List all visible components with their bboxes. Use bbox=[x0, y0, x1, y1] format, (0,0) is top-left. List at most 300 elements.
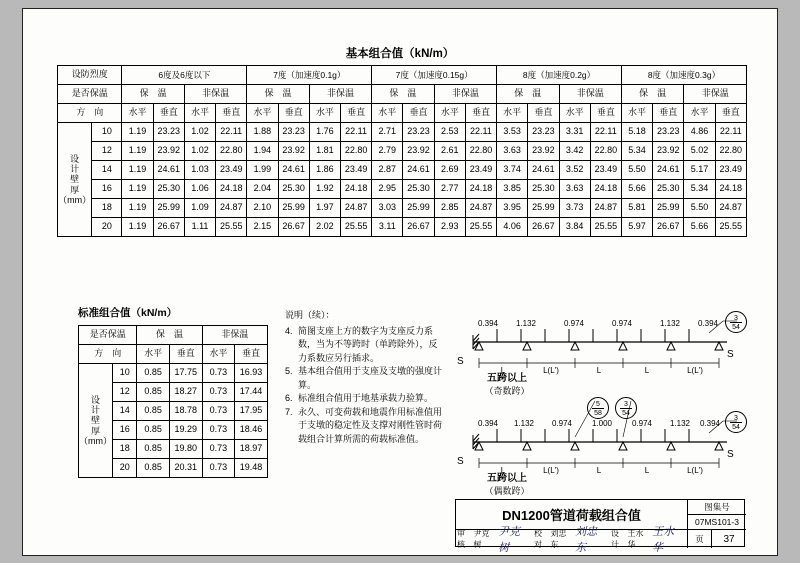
data-cell: 2.93 bbox=[434, 218, 465, 237]
coef-top-4: 1.132 bbox=[659, 319, 681, 328]
span-label-top-1: L(L') bbox=[543, 366, 559, 375]
std-thickness-value: 16 bbox=[113, 421, 137, 440]
std-data-cell: 20.31 bbox=[169, 459, 202, 478]
caption-odd-spans bbox=[469, 373, 545, 398]
data-cell: 4.06 bbox=[497, 218, 528, 237]
data-cell: 1.03 bbox=[184, 161, 215, 180]
data-cell: 26.67 bbox=[278, 218, 309, 237]
data-cell: 2.04 bbox=[247, 180, 278, 199]
data-cell: 24.18 bbox=[465, 180, 496, 199]
data-cell: 22.80 bbox=[216, 142, 247, 161]
header-direction-8-0: 水平 bbox=[621, 104, 652, 123]
header-direction-7-1: 垂直 bbox=[590, 104, 621, 123]
data-cell: 5.34 bbox=[621, 142, 652, 161]
data-cell: 2.79 bbox=[372, 142, 403, 161]
thickness-value: 12 bbox=[92, 142, 122, 161]
data-cell: 3.84 bbox=[559, 218, 590, 237]
data-cell: 24.87 bbox=[340, 199, 371, 218]
data-cell: 2.71 bbox=[372, 123, 403, 142]
std-data-cell: 16.93 bbox=[235, 364, 268, 383]
fraction-bottom-right-denominator: 54 bbox=[732, 424, 740, 431]
data-cell: 26.67 bbox=[528, 218, 559, 237]
thickness-value: 16 bbox=[92, 180, 122, 199]
std-data-cell: 0.85 bbox=[137, 421, 169, 440]
data-cell: 24.87 bbox=[590, 199, 621, 218]
fraction-top-right bbox=[725, 311, 747, 333]
span-label-bottom-3: L bbox=[644, 466, 650, 475]
note-text: 简图支座上方的数字为支座反力系数，当为不等跨时（单跨除外），反力系数应另行插求。 bbox=[298, 325, 438, 363]
data-cell: 5.02 bbox=[684, 142, 715, 161]
header-direction-1-1: 垂直 bbox=[216, 104, 247, 123]
header-intensity-4: 8度（加速度0.3g） bbox=[621, 66, 746, 85]
data-cell: 23.49 bbox=[715, 161, 746, 180]
std-data-cell: 18.27 bbox=[169, 383, 202, 402]
page-value: 37 bbox=[723, 533, 735, 545]
header-direction-5-1: 垂直 bbox=[465, 104, 496, 123]
header-intensity-label: 设防烈度 bbox=[58, 66, 122, 85]
data-cell: 25.55 bbox=[465, 218, 496, 237]
data-cell: 24.87 bbox=[715, 199, 746, 218]
data-cell: 3.73 bbox=[559, 199, 590, 218]
data-cell: 22.11 bbox=[465, 123, 496, 142]
data-cell: 2.15 bbox=[247, 218, 278, 237]
std-thickness-value: 14 bbox=[113, 402, 137, 421]
header-insulation-2-0: 保 温 bbox=[372, 85, 434, 104]
std-data-cell: 0.73 bbox=[202, 459, 234, 478]
data-cell: 23.23 bbox=[153, 123, 184, 142]
thickness-value: 10 bbox=[92, 123, 122, 142]
note-item bbox=[285, 325, 445, 366]
header-direction-6-1: 垂直 bbox=[528, 104, 559, 123]
caption-even-spans bbox=[469, 473, 545, 498]
data-cell: 22.80 bbox=[465, 142, 496, 161]
data-cell: 3.42 bbox=[559, 142, 590, 161]
data-cell: 26.67 bbox=[403, 218, 434, 237]
header-direction-5-0: 水平 bbox=[434, 104, 465, 123]
label-S-right-top: S bbox=[727, 349, 734, 360]
header-direction-0-0: 水平 bbox=[122, 104, 153, 123]
data-cell: 24.61 bbox=[653, 161, 684, 180]
signature-role: 设计 bbox=[611, 529, 619, 549]
header-direction-3-1: 垂直 bbox=[340, 104, 371, 123]
fraction-bottom-mid2-numerator: 3 bbox=[620, 398, 632, 409]
beam-diagrams bbox=[455, 309, 745, 504]
fraction-top-right-numerator: 3 bbox=[730, 312, 742, 323]
data-cell: 25.99 bbox=[278, 199, 309, 218]
std-data-cell: 0.85 bbox=[137, 440, 169, 459]
note-number: 4. bbox=[285, 325, 293, 336]
span-label-bottom-0: L bbox=[500, 466, 506, 475]
header-direction-0-1: 垂直 bbox=[153, 104, 184, 123]
standard-table-title: 标准组合值（kN/m） bbox=[78, 307, 178, 319]
data-cell: 24.18 bbox=[340, 180, 371, 199]
data-cell: 1.81 bbox=[309, 142, 340, 161]
data-cell: 22.11 bbox=[715, 123, 746, 142]
header-direction-6-0: 水平 bbox=[497, 104, 528, 123]
thickness-value: 18 bbox=[92, 199, 122, 218]
data-cell: 2.85 bbox=[434, 199, 465, 218]
std-thickness-value: 12 bbox=[113, 383, 137, 402]
notes-block bbox=[285, 309, 445, 446]
std-data-cell: 17.75 bbox=[169, 364, 202, 383]
data-cell: 1.97 bbox=[309, 199, 340, 218]
data-cell: 5.50 bbox=[684, 199, 715, 218]
data-cell: 5.18 bbox=[621, 123, 652, 142]
header-intensity-3: 8度（加速度0.2g） bbox=[497, 66, 622, 85]
signature-role: 校对 bbox=[534, 529, 542, 549]
data-cell: 2.77 bbox=[434, 180, 465, 199]
span-label-bottom-1: L(L') bbox=[543, 466, 559, 475]
data-cell: 3.63 bbox=[559, 180, 590, 199]
label-S-right-bottom: S bbox=[727, 449, 734, 460]
data-cell: 5.81 bbox=[621, 199, 652, 218]
data-cell: 26.67 bbox=[153, 218, 184, 237]
data-cell: 3.53 bbox=[497, 123, 528, 142]
fraction-bottom-mid1-denominator: 58 bbox=[594, 410, 602, 417]
data-cell: 23.23 bbox=[278, 123, 309, 142]
data-cell: 22.11 bbox=[216, 123, 247, 142]
span-label-top-2: L bbox=[596, 366, 602, 375]
data-cell: 2.02 bbox=[309, 218, 340, 237]
data-cell: 1.19 bbox=[122, 180, 153, 199]
data-cell: 23.23 bbox=[403, 123, 434, 142]
atlas-code-label: 图集号 bbox=[688, 500, 746, 515]
std-header-direction-label: 方 向 bbox=[79, 345, 137, 364]
table-row bbox=[58, 104, 747, 123]
std-header-insulation-1: 非保温 bbox=[202, 326, 267, 345]
fraction-bottom-mid1 bbox=[587, 397, 609, 419]
std-data-cell: 0.85 bbox=[137, 402, 169, 421]
data-cell: 23.23 bbox=[528, 123, 559, 142]
signature-name: 刘忠东 bbox=[550, 529, 567, 549]
thickness-value: 14 bbox=[92, 161, 122, 180]
std-header-insulation-0: 保 温 bbox=[137, 326, 202, 345]
signature-cell bbox=[456, 526, 533, 554]
header-direction-9-0: 水平 bbox=[684, 104, 715, 123]
data-cell: 23.92 bbox=[528, 142, 559, 161]
data-cell: 5.66 bbox=[621, 180, 652, 199]
std-data-cell: 0.73 bbox=[202, 383, 234, 402]
data-cell: 3.31 bbox=[559, 123, 590, 142]
header-direction-1-0: 水平 bbox=[184, 104, 215, 123]
signature-row bbox=[456, 526, 688, 554]
data-cell: 2.10 bbox=[247, 199, 278, 218]
data-cell: 22.80 bbox=[340, 142, 371, 161]
span-label-top-4: L(L') bbox=[687, 366, 703, 375]
data-cell: 1.19 bbox=[122, 218, 153, 237]
drawing-title: DN1200管道荷载组合值 bbox=[456, 500, 688, 530]
data-cell: 1.09 bbox=[184, 199, 215, 218]
standard-combination-table bbox=[78, 325, 268, 478]
table-row bbox=[58, 85, 747, 104]
coef-bottom-0: 0.394 bbox=[477, 419, 499, 428]
header-insulation-0-1: 非保温 bbox=[184, 85, 246, 104]
data-cell: 22.11 bbox=[590, 123, 621, 142]
header-direction-4-0: 水平 bbox=[372, 104, 403, 123]
label-S-left-top: S bbox=[457, 356, 464, 367]
data-cell: 3.95 bbox=[497, 199, 528, 218]
span-label-bottom-2: L bbox=[596, 466, 602, 475]
data-cell: 3.11 bbox=[372, 218, 403, 237]
data-cell: 25.55 bbox=[590, 218, 621, 237]
data-cell: 22.11 bbox=[340, 123, 371, 142]
std-data-cell: 0.85 bbox=[137, 383, 169, 402]
coef-top-1: 1.132 bbox=[515, 319, 537, 328]
document-page bbox=[22, 8, 778, 556]
header-direction-7-0: 水平 bbox=[559, 104, 590, 123]
caption-odd-line1: 五跨以上 bbox=[487, 373, 527, 384]
data-cell: 2.69 bbox=[434, 161, 465, 180]
std-thickness-value: 10 bbox=[113, 364, 137, 383]
coef-top-0: 0.394 bbox=[477, 319, 499, 328]
signature-mark: 王水华 bbox=[652, 526, 675, 554]
header-insulation-0-0: 保 温 bbox=[122, 85, 184, 104]
data-cell: 25.99 bbox=[653, 199, 684, 218]
std-data-cell: 18.78 bbox=[169, 402, 202, 421]
data-cell: 2.95 bbox=[372, 180, 403, 199]
signature-name: 王水华 bbox=[627, 529, 644, 549]
data-cell: 3.03 bbox=[372, 199, 403, 218]
std-header-direction-0-0: 水平 bbox=[137, 345, 169, 364]
header-insulation-1-1: 非保温 bbox=[309, 85, 371, 104]
data-cell: 26.67 bbox=[653, 218, 684, 237]
table-row bbox=[79, 345, 268, 364]
coef-top-5: 0.394 bbox=[697, 319, 719, 328]
fraction-bottom-mid2-denominator: 54 bbox=[622, 410, 630, 417]
coef-bottom-4: 0.974 bbox=[631, 419, 653, 428]
span-label-top-0: L bbox=[500, 366, 506, 375]
thickness-value: 20 bbox=[92, 218, 122, 237]
label-S-left-bottom: S bbox=[457, 456, 464, 467]
main-table-title: 基本组合值（kN/m） bbox=[345, 48, 455, 60]
table-row bbox=[58, 218, 747, 237]
coef-bottom-5: 1.132 bbox=[669, 419, 691, 428]
header-direction-2-1: 垂直 bbox=[278, 104, 309, 123]
std-data-cell: 0.73 bbox=[202, 402, 234, 421]
data-cell: 25.99 bbox=[153, 199, 184, 218]
data-cell: 22.80 bbox=[715, 142, 746, 161]
data-cell: 24.61 bbox=[153, 161, 184, 180]
data-cell: 1.94 bbox=[247, 142, 278, 161]
data-cell: 25.99 bbox=[403, 199, 434, 218]
table-row bbox=[58, 180, 747, 199]
std-data-cell: 18.97 bbox=[235, 440, 268, 459]
span-label-top-3: L bbox=[644, 366, 650, 375]
basic-combination-table bbox=[57, 65, 747, 237]
data-cell: 2.53 bbox=[434, 123, 465, 142]
data-cell: 1.19 bbox=[122, 199, 153, 218]
data-cell: 1.02 bbox=[184, 142, 215, 161]
fraction-bottom-mid2 bbox=[615, 397, 637, 419]
coef-top-2: 0.974 bbox=[563, 319, 585, 328]
data-cell: 25.30 bbox=[403, 180, 434, 199]
data-cell: 25.99 bbox=[528, 199, 559, 218]
note-item bbox=[285, 365, 445, 392]
note-item bbox=[285, 406, 445, 447]
data-cell: 22.80 bbox=[590, 142, 621, 161]
std-data-cell: 19.48 bbox=[235, 459, 268, 478]
coef-bottom-1: 1.132 bbox=[513, 419, 535, 428]
data-cell: 24.61 bbox=[278, 161, 309, 180]
fraction-bottom-right-numerator: 3 bbox=[730, 412, 742, 423]
data-cell: 23.49 bbox=[465, 161, 496, 180]
fraction-bottom-right bbox=[725, 411, 747, 433]
header-direction-4-1: 垂直 bbox=[403, 104, 434, 123]
data-cell: 3.74 bbox=[497, 161, 528, 180]
std-side-label-thickness: 设 计 壁 厚 （mm） bbox=[79, 364, 113, 478]
note-text: 永久、可变荷载和地震作用标准值用于支墩的稳定性及支撑对刚性管时荷载组合计算所需的荷载标准值。 bbox=[298, 406, 443, 444]
header-direction-2-0: 水平 bbox=[247, 104, 278, 123]
data-cell: 3.52 bbox=[559, 161, 590, 180]
data-cell: 24.87 bbox=[216, 199, 247, 218]
table-row bbox=[58, 123, 747, 142]
note-number: 6. bbox=[285, 393, 293, 403]
data-cell: 4.86 bbox=[684, 123, 715, 142]
data-cell: 25.30 bbox=[653, 180, 684, 199]
data-cell: 24.18 bbox=[715, 180, 746, 199]
data-cell: 24.61 bbox=[528, 161, 559, 180]
note-item bbox=[285, 392, 445, 406]
data-cell: 5.66 bbox=[684, 218, 715, 237]
header-direction-8-1: 垂直 bbox=[653, 104, 684, 123]
signature-cell bbox=[610, 526, 687, 554]
std-header-insulation-label: 是否保温 bbox=[79, 326, 137, 345]
coef-bottom-3: 1.000 bbox=[591, 419, 613, 428]
coef-bottom-2: 0.974 bbox=[551, 419, 573, 428]
data-cell: 3.85 bbox=[497, 180, 528, 199]
signature-name: 尹克树 bbox=[473, 529, 490, 549]
std-data-cell: 0.73 bbox=[202, 421, 234, 440]
data-cell: 23.92 bbox=[278, 142, 309, 161]
data-cell: 23.92 bbox=[403, 142, 434, 161]
data-cell: 24.18 bbox=[216, 180, 247, 199]
caption-even-line1: 五跨以上 bbox=[487, 473, 527, 484]
data-cell: 23.92 bbox=[153, 142, 184, 161]
table-row bbox=[79, 364, 268, 383]
data-cell: 23.49 bbox=[340, 161, 371, 180]
header-insulation-2-1: 非保温 bbox=[434, 85, 496, 104]
std-header-direction-1-0: 水平 bbox=[202, 345, 234, 364]
std-data-cell: 0.73 bbox=[202, 364, 234, 383]
signature-mark: 刘忠东 bbox=[575, 526, 598, 554]
data-cell: 1.19 bbox=[122, 142, 153, 161]
note-text: 标准组合值用于地基承载力验算。 bbox=[298, 393, 434, 403]
data-cell: 1.99 bbox=[247, 161, 278, 180]
page-label: 页 bbox=[688, 530, 712, 548]
std-thickness-value: 18 bbox=[113, 440, 137, 459]
table-row bbox=[58, 199, 747, 218]
std-data-cell: 17.95 bbox=[235, 402, 268, 421]
note-number: 5. bbox=[285, 366, 293, 376]
data-cell: 24.61 bbox=[403, 161, 434, 180]
data-cell: 25.30 bbox=[153, 180, 184, 199]
signature-role: 审核 bbox=[457, 529, 465, 549]
data-cell: 5.17 bbox=[684, 161, 715, 180]
data-cell: 5.34 bbox=[684, 180, 715, 199]
header-intensity-0: 6度及6度以下 bbox=[122, 66, 247, 85]
table-row bbox=[58, 142, 747, 161]
std-data-cell: 0.85 bbox=[137, 459, 169, 478]
data-cell: 23.49 bbox=[590, 161, 621, 180]
std-header-direction-0-1: 垂直 bbox=[169, 345, 202, 364]
std-data-cell: 19.80 bbox=[169, 440, 202, 459]
span-label-bottom-4: L(L') bbox=[687, 466, 703, 475]
atlas-code-value: 07MS101-3 bbox=[688, 515, 746, 530]
std-header-direction-1-1: 垂直 bbox=[235, 345, 268, 364]
std-data-cell: 0.73 bbox=[202, 440, 234, 459]
coef-bottom-6: 0.394 bbox=[699, 419, 721, 428]
header-direction-9-1: 垂直 bbox=[715, 104, 746, 123]
data-cell: 1.76 bbox=[309, 123, 340, 142]
data-cell: 25.55 bbox=[340, 218, 371, 237]
header-direction-3-0: 水平 bbox=[309, 104, 340, 123]
data-cell: 25.30 bbox=[278, 180, 309, 199]
std-data-cell: 19.29 bbox=[169, 421, 202, 440]
data-cell: 25.55 bbox=[216, 218, 247, 237]
header-insulation-3-0: 保 温 bbox=[497, 85, 559, 104]
data-cell: 1.86 bbox=[309, 161, 340, 180]
table-row bbox=[79, 326, 268, 345]
data-cell: 1.19 bbox=[122, 123, 153, 142]
notes-title: 说明（续）： bbox=[285, 310, 335, 320]
header-insulation-4-0: 保 温 bbox=[621, 85, 683, 104]
header-insulation-label: 是否保温 bbox=[58, 85, 122, 104]
data-cell: 25.55 bbox=[715, 218, 746, 237]
caption-odd-line2: （奇数跨） bbox=[484, 385, 530, 396]
header-insulation-4-1: 非保温 bbox=[684, 85, 747, 104]
data-cell: 25.30 bbox=[528, 180, 559, 199]
table-row bbox=[58, 66, 747, 85]
data-cell: 5.97 bbox=[621, 218, 652, 237]
data-cell: 1.02 bbox=[184, 123, 215, 142]
std-data-cell: 0.85 bbox=[137, 364, 169, 383]
caption-even-line2: （偶数跨） bbox=[484, 485, 530, 496]
note-text: 基本组合值用于支座及支墩的强度计算。 bbox=[298, 366, 443, 390]
data-cell: 23.49 bbox=[216, 161, 247, 180]
data-cell: 1.06 bbox=[184, 180, 215, 199]
data-cell: 1.19 bbox=[122, 161, 153, 180]
std-data-cell: 17.44 bbox=[235, 383, 268, 402]
data-cell: 2.87 bbox=[372, 161, 403, 180]
title-block bbox=[455, 499, 745, 554]
coef-top-3: 0.974 bbox=[611, 319, 633, 328]
header-direction-label: 方 向 bbox=[58, 104, 122, 123]
data-cell: 1.88 bbox=[247, 123, 278, 142]
data-cell: 24.18 bbox=[590, 180, 621, 199]
std-data-cell: 18.46 bbox=[235, 421, 268, 440]
data-cell: 2.61 bbox=[434, 142, 465, 161]
data-cell: 3.63 bbox=[497, 142, 528, 161]
header-intensity-2: 7度（加速度0.15g） bbox=[372, 66, 497, 85]
std-thickness-value: 20 bbox=[113, 459, 137, 478]
data-cell: 23.23 bbox=[653, 123, 684, 142]
data-cell: 1.11 bbox=[184, 218, 215, 237]
data-cell: 24.87 bbox=[465, 199, 496, 218]
fraction-top-right-denominator: 54 bbox=[732, 324, 740, 331]
data-cell: 23.92 bbox=[653, 142, 684, 161]
header-intensity-1: 7度（加速度0.1g） bbox=[247, 66, 372, 85]
header-insulation-1-0: 保 温 bbox=[247, 85, 309, 104]
table-row bbox=[58, 161, 747, 180]
note-number: 7. bbox=[285, 406, 293, 417]
fraction-bottom-mid1-numerator: 5 bbox=[592, 398, 604, 409]
side-label-thickness: 设 计 壁 厚 （mm） bbox=[58, 123, 92, 237]
signature-mark: 尹克树 bbox=[498, 526, 521, 554]
header-insulation-3-1: 非保温 bbox=[559, 85, 621, 104]
data-cell: 1.92 bbox=[309, 180, 340, 199]
signature-cell bbox=[533, 526, 610, 554]
data-cell: 5.50 bbox=[621, 161, 652, 180]
